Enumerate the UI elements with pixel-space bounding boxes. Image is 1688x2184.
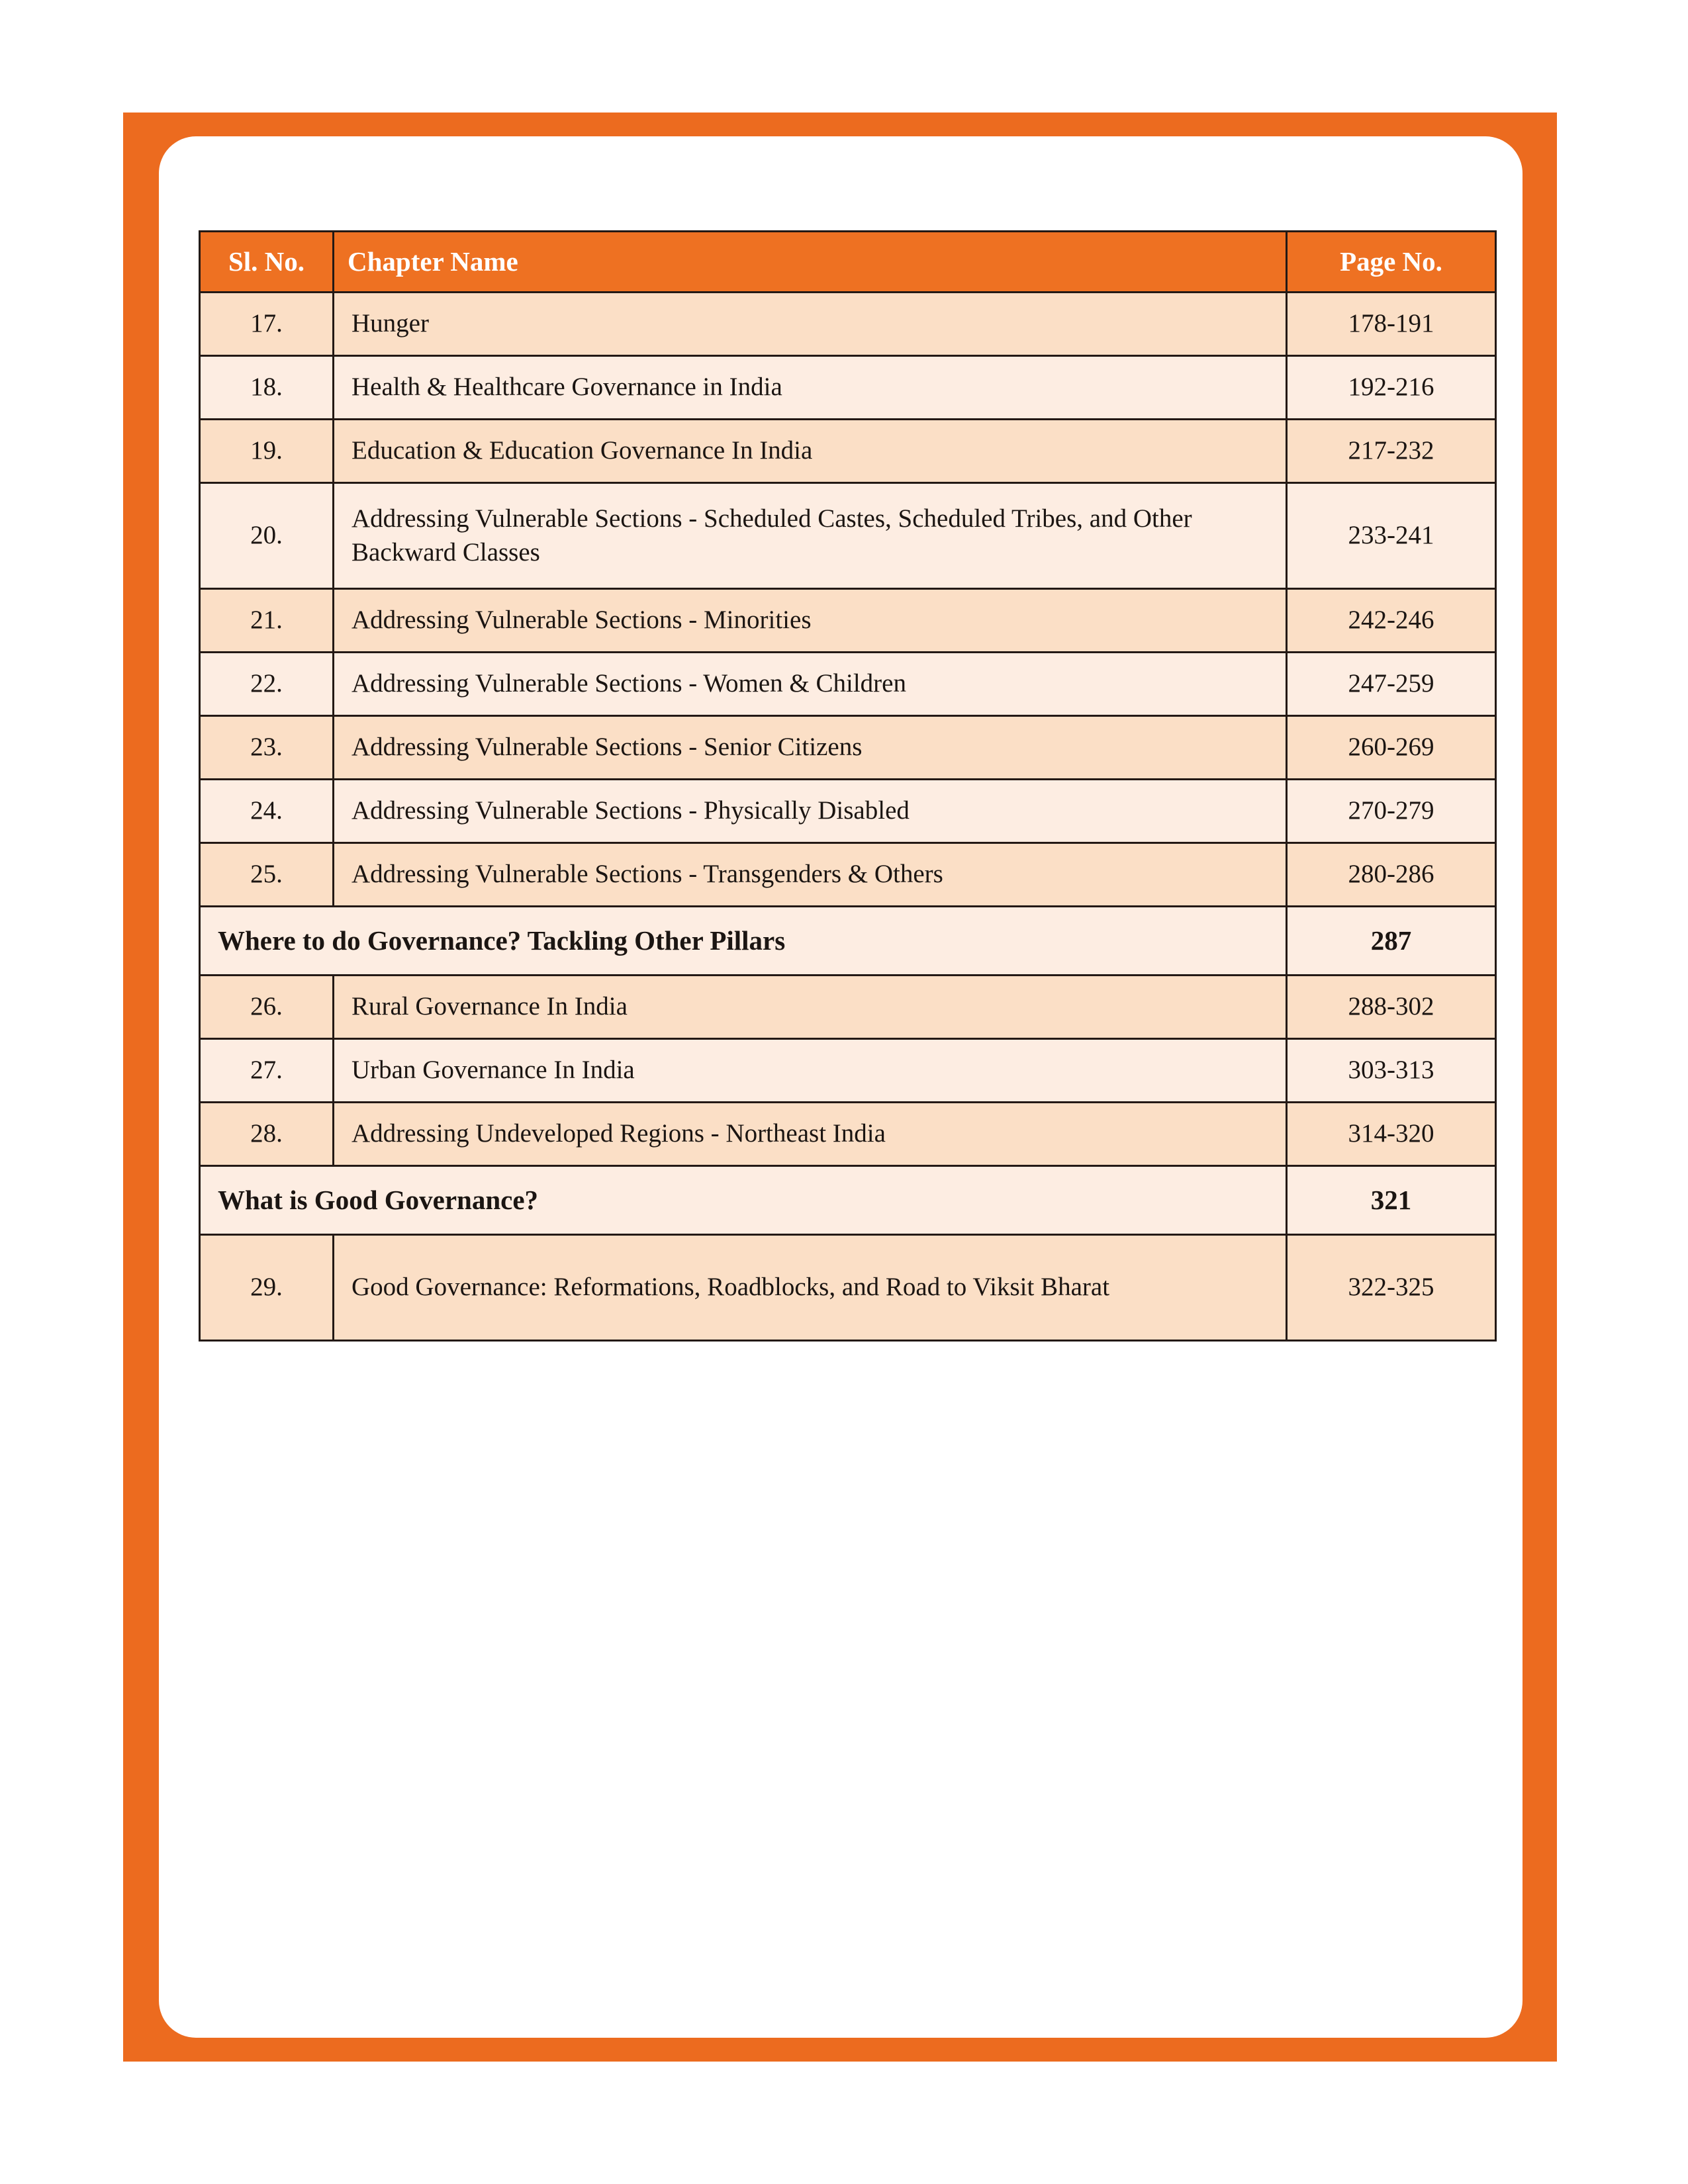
row-serial-number: 19. <box>200 420 334 483</box>
row-serial-number: 26. <box>200 976 334 1039</box>
row-page-number: 217-232 <box>1287 420 1496 483</box>
table-row <box>200 589 1496 653</box>
row-serial-number: 21. <box>200 589 334 653</box>
row-page-number: 270-279 <box>1287 780 1496 843</box>
table-row <box>200 356 1496 420</box>
row-page-number: 178-191 <box>1287 293 1496 356</box>
row-page-number: 303-313 <box>1287 1039 1496 1103</box>
table-row <box>200 1039 1496 1103</box>
row-page-number: 314-320 <box>1287 1103 1496 1166</box>
row-chapter-name: Addressing Vulnerable Sections - Minorities <box>334 589 1287 653</box>
table-row <box>200 653 1496 716</box>
row-chapter-name: Rural Governance In India <box>334 976 1287 1039</box>
table-of-contents-table <box>199 230 1497 1342</box>
table-row <box>200 483 1496 589</box>
table-body <box>200 293 1496 1341</box>
row-page-number: 192-216 <box>1287 356 1496 420</box>
table-header <box>200 232 1496 293</box>
row-serial-number: 25. <box>200 843 334 907</box>
row-serial-number: 23. <box>200 716 334 780</box>
row-page-number: 260-269 <box>1287 716 1496 780</box>
row-chapter-name: Addressing Vulnerable Sections - Transgenders & Others <box>334 843 1287 907</box>
row-chapter-name: Hunger <box>334 293 1287 356</box>
row-serial-number: 24. <box>200 780 334 843</box>
table-row <box>200 1103 1496 1166</box>
row-serial-number: 27. <box>200 1039 334 1103</box>
table-header-row <box>200 232 1496 293</box>
row-chapter-name: Addressing Vulnerable Sections - Senior Citizens <box>334 716 1287 780</box>
row-chapter-name: Health & Healthcare Governance in India <box>334 356 1287 420</box>
row-chapter-name: Addressing Undeveloped Regions - Northeast India <box>334 1103 1287 1166</box>
section-heading-row <box>200 1166 1496 1235</box>
row-chapter-name: Addressing Vulnerable Sections - Scheduled Castes, Scheduled Tribes, and Other Backward Classes <box>334 483 1287 589</box>
column-header-sl-no: Sl. No. <box>200 232 334 293</box>
row-serial-number: 28. <box>200 1103 334 1166</box>
row-chapter-name: Education & Education Governance In India <box>334 420 1287 483</box>
table-row <box>200 976 1496 1039</box>
row-chapter-name: Urban Governance In India <box>334 1039 1287 1103</box>
row-page-number: 233-241 <box>1287 483 1496 589</box>
row-serial-number: 29. <box>200 1235 334 1341</box>
column-header-chapter-name: Chapter Name <box>334 232 1287 293</box>
page-content <box>199 230 1495 1342</box>
row-serial-number: 20. <box>200 483 334 589</box>
table-row <box>200 780 1496 843</box>
row-page-number: 288-302 <box>1287 976 1496 1039</box>
section-heading-label: What is Good Governance? <box>200 1166 1287 1235</box>
row-page-number: 322-325 <box>1287 1235 1496 1341</box>
row-page-number: 247-259 <box>1287 653 1496 716</box>
section-heading-label: Where to do Governance? Tackling Other Pillars <box>200 907 1287 976</box>
row-serial-number: 22. <box>200 653 334 716</box>
table-row <box>200 420 1496 483</box>
table-row <box>200 1235 1496 1341</box>
section-heading-page-number: 321 <box>1287 1166 1496 1235</box>
row-chapter-name: Addressing Vulnerable Sections - Women & Children <box>334 653 1287 716</box>
section-heading-page-number: 287 <box>1287 907 1496 976</box>
row-chapter-name: Addressing Vulnerable Sections - Physically Disabled <box>334 780 1287 843</box>
row-page-number: 242-246 <box>1287 589 1496 653</box>
row-serial-number: 18. <box>200 356 334 420</box>
table-row <box>200 843 1496 907</box>
table-row <box>200 716 1496 780</box>
column-header-page-no: Page No. <box>1287 232 1496 293</box>
row-serial-number: 17. <box>200 293 334 356</box>
section-heading-row <box>200 907 1496 976</box>
table-row <box>200 293 1496 356</box>
row-page-number: 280-286 <box>1287 843 1496 907</box>
row-chapter-name: Good Governance: Reformations, Roadblocks, and Road to Viksit Bharat <box>334 1235 1287 1341</box>
